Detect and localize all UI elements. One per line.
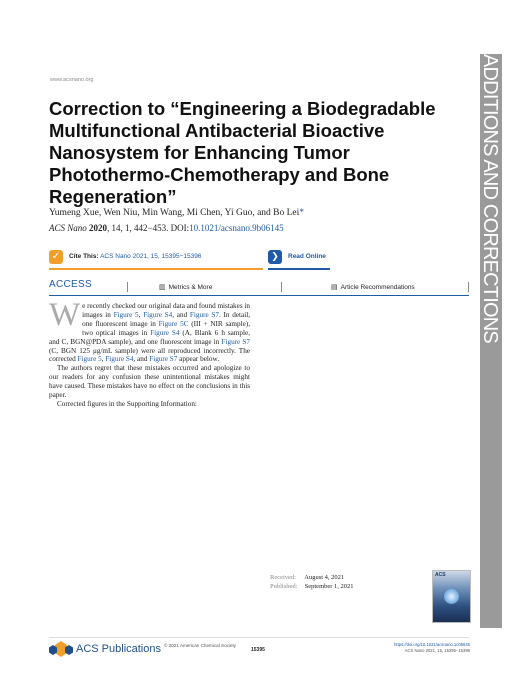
text-run: (C, BGN 125 μg/mL sample) were all reproduced incorrectly. The corrected bbox=[49, 346, 250, 364]
published-date: September 1, 2021 bbox=[304, 583, 354, 590]
text-run: , and bbox=[133, 355, 150, 364]
figure-5c-link[interactable]: Figure 5C bbox=[158, 319, 189, 328]
author-list bbox=[49, 208, 304, 218]
metrics-label: Metrics & More bbox=[168, 284, 213, 291]
received-date: August 4, 2021 bbox=[304, 574, 345, 581]
access-bar bbox=[49, 279, 469, 296]
figure-s4-link[interactable]: Figure S4 bbox=[105, 355, 134, 364]
published-label: Published: bbox=[270, 583, 298, 590]
divider bbox=[468, 282, 469, 292]
site-url[interactable]: www.acsnano.org bbox=[50, 77, 94, 83]
recommendations-button[interactable] bbox=[331, 283, 415, 291]
article-title: Correction to “Engineering a Biodegradable Multifunctional Antibacterial Bioactive Nanosystem for Enhancing Tumor Photothermo-Chemotherapy and Bone Regeneration” bbox=[49, 98, 436, 207]
figure-s7-link[interactable]: Figure S7 bbox=[221, 337, 250, 346]
footer-divider bbox=[49, 637, 469, 638]
read-online-button[interactable] bbox=[268, 248, 330, 270]
cite-label: Cite This: bbox=[69, 253, 99, 260]
cover-artwork bbox=[444, 589, 459, 604]
cite-this-text bbox=[69, 253, 201, 260]
read-online-label: Read Online bbox=[288, 253, 326, 260]
drop-cap: W bbox=[49, 297, 81, 333]
cite-this-button[interactable] bbox=[49, 248, 263, 270]
cite-icon: ✓ bbox=[49, 250, 63, 264]
acs-logo-icon bbox=[49, 640, 73, 658]
figure-s4-link[interactable]: Figure S4 bbox=[143, 310, 173, 319]
received-label: Received: bbox=[270, 574, 296, 581]
journal-reference: ACS Nano 2021, 15, 15395−15396 bbox=[404, 647, 470, 653]
page-number: 15395 bbox=[251, 647, 265, 653]
figure-5-link[interactable]: Figure 5 bbox=[113, 310, 139, 319]
text-run: , bbox=[138, 310, 144, 319]
cite-reference[interactable]: ACS Nano 2021, 15, 15395−15396 bbox=[100, 253, 202, 260]
text-run: , and bbox=[172, 310, 190, 319]
divider bbox=[127, 282, 128, 292]
text-run: . In detail, one fluorescent image in bbox=[82, 310, 251, 328]
corresponding-author-mark[interactable]: * bbox=[299, 208, 305, 218]
section-label: ADDITIONS AND CORRECTIONS bbox=[479, 54, 501, 343]
text-run: (A, Blank 6 h sample, and C, BGN@PDA sample), and one fluorescent image in bbox=[49, 328, 251, 346]
footer-reference bbox=[394, 642, 470, 654]
cover-logo: ACS bbox=[435, 572, 446, 578]
figure-s7-link[interactable]: Figure S7 bbox=[189, 310, 220, 319]
received-row bbox=[270, 573, 354, 582]
doi-link[interactable]: https://doi.org/10.1021/acsnano.1c06645 bbox=[394, 642, 470, 647]
access-label: ACCESS bbox=[49, 279, 92, 290]
authors-text: Yumeng Xue, Wen Niu, Min Wang, Mi Chen, Yi Guo, and Bo Lei bbox=[49, 208, 300, 218]
text-run: appear below. bbox=[177, 355, 220, 364]
recommendations-label: Article Recommendations bbox=[340, 284, 415, 291]
text-run: (III + NIR sample), two optical images in bbox=[82, 319, 250, 337]
paragraph-2: The authors regret that these mistakes occurred and apologize to our readers for any confusion these unintentional mistakes might have caused. These mistakes have no effect on the conclusions in this paper. bbox=[49, 364, 250, 400]
figure-s4-link[interactable]: Figure S4 bbox=[150, 328, 180, 337]
figure-5-link[interactable]: Figure 5 bbox=[77, 355, 102, 364]
paragraph-3: Corrected figures in the Supporting Information: bbox=[57, 399, 197, 408]
body-text bbox=[49, 297, 251, 409]
metrics-icon: ▥ bbox=[159, 283, 166, 291]
recommendations-icon: ▤ bbox=[331, 283, 338, 291]
text-run: e recently checked our original data and found mistakes in images in bbox=[82, 302, 251, 319]
text-run: , bbox=[101, 355, 106, 364]
history-dates bbox=[270, 573, 354, 591]
citation-doi-link[interactable]: 10.1021/acsnano.9b06145 bbox=[189, 223, 284, 233]
section-sidebar bbox=[480, 54, 502, 628]
citation-journal: ACS Nano bbox=[49, 223, 87, 233]
citation-rest: , 14, 1, 442−453. DOI: bbox=[107, 223, 190, 233]
original-citation bbox=[49, 223, 284, 233]
paragraph-1 bbox=[49, 297, 251, 364]
citation-year: 2020 bbox=[89, 223, 108, 233]
copyright-notice: © 2021 American Chemical Society bbox=[164, 643, 237, 648]
divider bbox=[281, 282, 282, 292]
publisher-name: ACS Publications bbox=[76, 643, 161, 655]
figure-s7-link[interactable]: Figure S7 bbox=[149, 355, 178, 364]
journal-cover-image bbox=[432, 570, 471, 623]
read-online-icon: ❯ bbox=[268, 250, 282, 264]
metrics-button[interactable] bbox=[159, 283, 212, 291]
published-row bbox=[270, 582, 354, 591]
